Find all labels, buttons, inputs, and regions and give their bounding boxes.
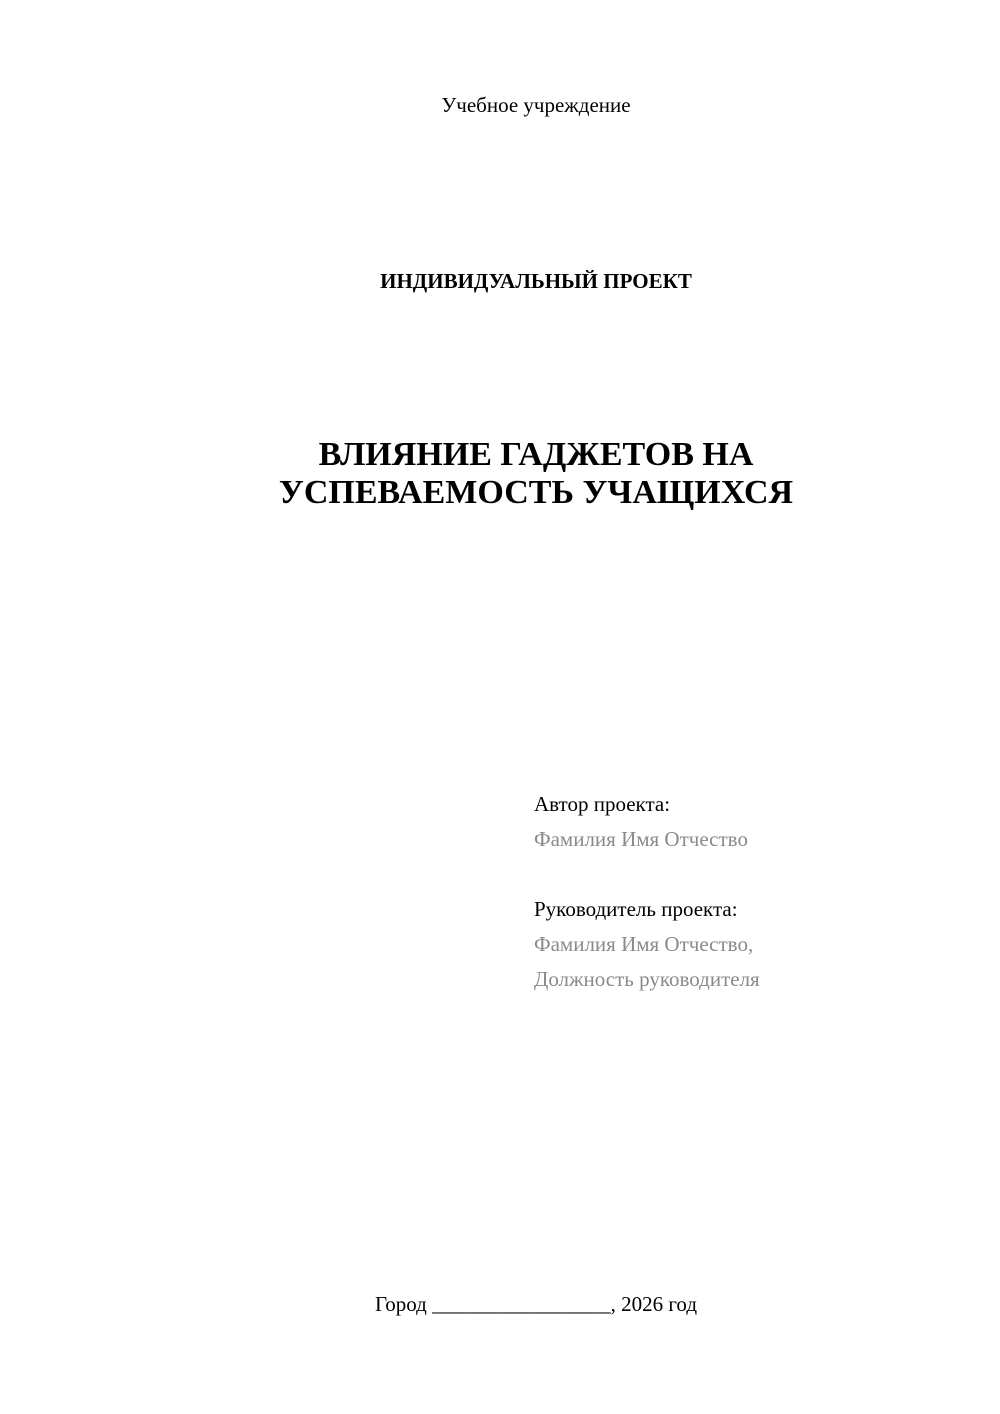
year-text: , 2026 год [610,1292,698,1316]
supervisor-name-placeholder: Фамилия Имя Отчество, [534,932,754,956]
author-label: Автор проекта: [534,792,671,816]
supervisor-label: Руководитель проекта: [534,897,738,921]
institution-name: Учебное учреждение [441,93,631,117]
city-year-line [0,1290,1000,1318]
city-blank-field: _________________ [432,1292,611,1316]
city-label: Город [374,1292,427,1316]
author-name-placeholder: Фамилия Имя Отчество [534,827,748,851]
supervisor-position-placeholder: Должность руководителя [534,967,760,991]
project-title-line-1: ВЛИЯНИЕ ГАДЖЕТОВ НА [318,436,754,473]
author-block [534,787,974,857]
supervisor-block [534,892,974,997]
document-type-heading: ИНДИВИДУАЛЬНЫЙ ПРОЕКТ [380,269,692,293]
project-title-line-2: УСПЕВАЕМОСТЬ УЧАЩИХСЯ [278,474,794,511]
project-title [0,436,1000,512]
